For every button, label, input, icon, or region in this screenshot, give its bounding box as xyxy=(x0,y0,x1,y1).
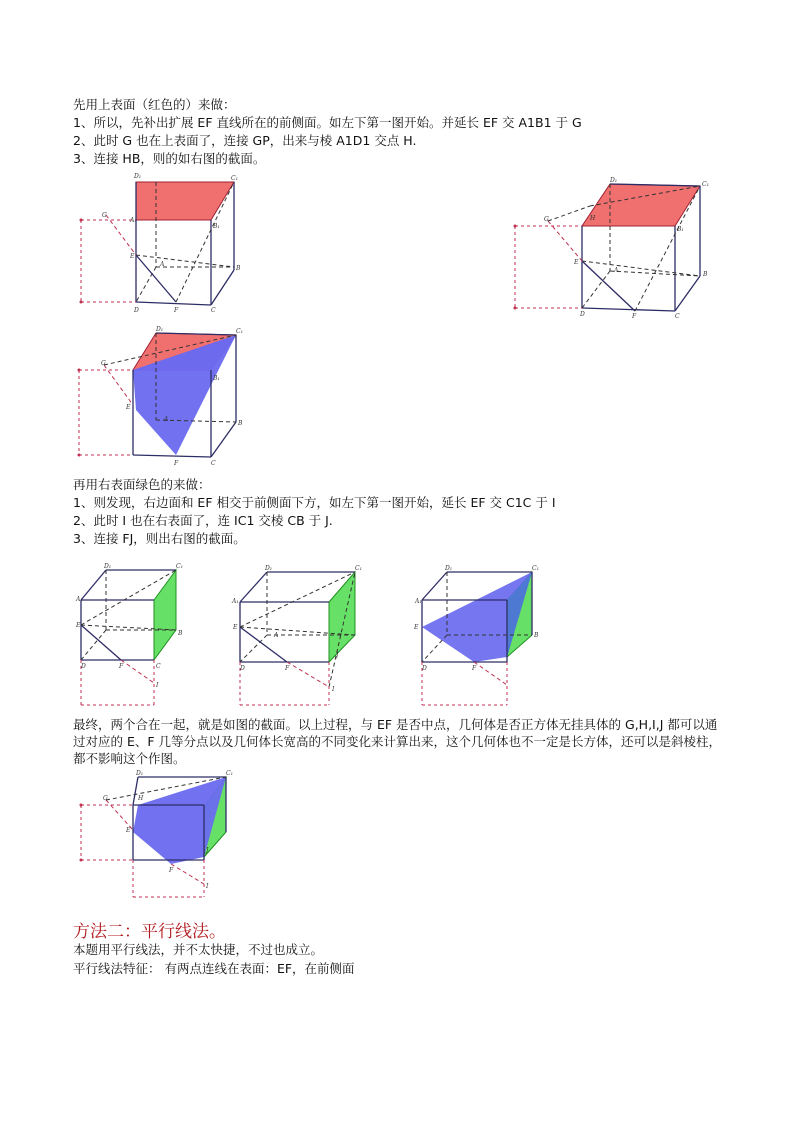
section2-step-3: 3、连接 FJ，则出右图的截面。 xyxy=(73,531,246,546)
label-C1: C₁ xyxy=(176,563,183,570)
label-E: E xyxy=(126,827,131,834)
label-A1: A₁ xyxy=(130,217,137,224)
section1-step-1: 1、所以，先补出扩展 EF 直线所在的前侧面。如左下第一图开始。并延长 EF 交 A1B1 于 G xyxy=(73,115,582,130)
label-E: E xyxy=(574,259,579,266)
section1-intro: 先用上表面（红色的）来做： xyxy=(73,97,236,112)
label-F: F xyxy=(632,313,637,320)
label-C1: C₁ xyxy=(236,328,243,335)
label-D1: D₁ xyxy=(445,565,453,572)
label-B: B xyxy=(703,271,708,278)
label-A: A xyxy=(160,261,165,268)
label-D: D xyxy=(134,307,139,314)
label-I: I xyxy=(206,883,209,890)
section2-step-2: 2、此时 I 也在右表面了，连 IC1 交棱 CB 于 J. xyxy=(73,513,333,528)
label-D1: D₁ xyxy=(136,770,144,777)
label-B1: B₁ xyxy=(213,223,220,230)
label-J: J xyxy=(336,652,339,659)
label-F: F xyxy=(174,307,179,314)
label-C1: C₁ xyxy=(226,770,233,777)
figure-4-right-face xyxy=(76,565,186,710)
label-D1: D₁ xyxy=(156,326,164,333)
label-D: D xyxy=(240,665,245,672)
label-I: I xyxy=(332,686,335,693)
label-C1: C₁ xyxy=(532,565,539,572)
section2-step-1: 1、则发现，右边面和 EF 相交于前侧面下方，如左下第一图开始，延长 EF 交 C1C 于 I xyxy=(73,495,556,510)
label-E: E xyxy=(130,253,135,260)
section1-step-2: 2、此时 G 也在上表面了，连接 GP，出来与棱 A1D1 交点 H. xyxy=(73,133,417,148)
label-E: E xyxy=(76,622,81,629)
figure-2-top-face-H xyxy=(510,176,715,320)
label-D1: D₁ xyxy=(104,563,112,570)
figure-1-top-face xyxy=(76,170,251,314)
figure-7-combined-section xyxy=(76,772,236,902)
section2-intro: 再用右表面绿色的来做： xyxy=(73,477,211,492)
label-B: B xyxy=(178,630,183,637)
label-F: F xyxy=(472,665,477,672)
section1-step-3: 3、连接 HB，则的如右图的截面。 xyxy=(73,151,266,166)
label-F: F xyxy=(169,867,174,874)
label-F: F xyxy=(285,665,290,672)
label-C1: C₁ xyxy=(702,181,709,188)
method2-heading: 方法二：平行线法。 xyxy=(73,922,226,942)
label-A1: A₁ xyxy=(76,596,83,603)
label-D: D xyxy=(422,665,427,672)
label-D1: D₁ xyxy=(265,565,273,572)
figure-5-right-face-J xyxy=(232,565,362,710)
label-D: D xyxy=(580,311,585,318)
label-C: C xyxy=(211,307,216,314)
label-F: F xyxy=(174,460,179,467)
label-A: A xyxy=(164,416,169,423)
label-B1: B₁ xyxy=(677,226,684,233)
method2-line-1: 本题用平行线法，并不太快捷，不过也成立。 xyxy=(73,942,324,957)
label-A1: A₁ xyxy=(415,598,422,605)
label-D1: D₁ xyxy=(134,173,142,180)
figure-3-section-top xyxy=(76,325,251,465)
label-C: C xyxy=(675,313,680,320)
label-I: I xyxy=(156,682,159,689)
label-D: D xyxy=(81,663,86,670)
figure-6-section-right xyxy=(412,565,542,710)
label-B: B xyxy=(534,632,539,639)
method2-line-2: 平行线法特征： 有两点连线在表面：EF，在前侧面 xyxy=(73,961,355,976)
label-G: G xyxy=(544,216,549,223)
label-J: J xyxy=(206,847,209,854)
label-G: G xyxy=(102,212,107,219)
label-E: E xyxy=(126,404,131,411)
label-E: E xyxy=(414,624,419,631)
label-C: C xyxy=(211,460,216,467)
label-H: H xyxy=(590,215,596,222)
label-A: A xyxy=(614,267,619,274)
label-A: A xyxy=(274,632,279,639)
label-A1: A₁ xyxy=(232,598,239,605)
label-D1: D₁ xyxy=(610,177,618,184)
label-E: E xyxy=(233,624,238,631)
conclusion-paragraph: 最终，两个合在一起，就是如图的截面。以上过程，与 EF 是否中点，几何体是否正方体无挂具体的 G,H,I,J 都可以通过对应的 E、F 几等分点以及几何体长宽高的不同变化来计算出来，这个几何体也不一定是长方体，还可以是斜棱柱，都不影响这个作图。 xyxy=(73,717,722,766)
label-H: H xyxy=(138,795,144,802)
label-B1: B₁ xyxy=(213,375,220,382)
label-G: G xyxy=(103,795,108,802)
label-B: B xyxy=(236,265,241,272)
label-C1: C₁ xyxy=(355,565,362,572)
label-B: B xyxy=(238,420,243,427)
label-C: C xyxy=(156,663,161,670)
label-F: F xyxy=(119,663,124,670)
label-G: G xyxy=(101,360,106,367)
label-C1: C₁ xyxy=(231,175,238,182)
